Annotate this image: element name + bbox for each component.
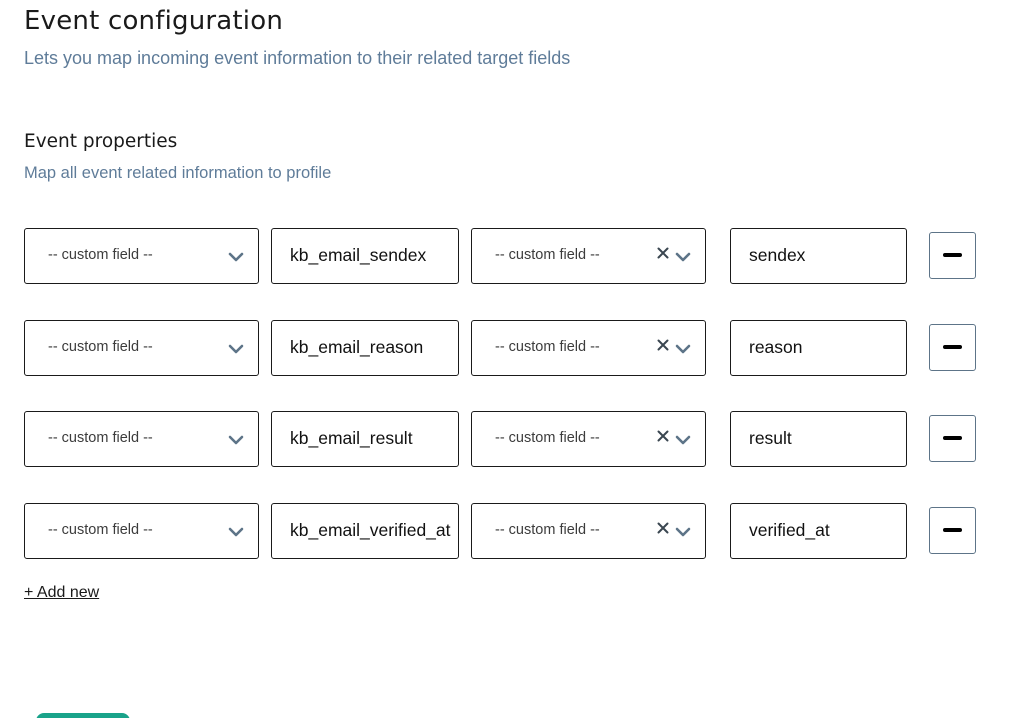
chevron-down-icon[interactable] bbox=[227, 248, 245, 266]
section-subtitle: Map all event related information to profile bbox=[24, 164, 332, 182]
target-field-select-value: -- custom field -- bbox=[495, 430, 600, 446]
close-icon[interactable] bbox=[656, 337, 670, 351]
remove-row-button[interactable] bbox=[929, 415, 976, 462]
target-field-select[interactable] bbox=[471, 320, 706, 376]
mapping-row bbox=[24, 411, 984, 467]
source-field-select[interactable] bbox=[24, 411, 259, 467]
remove-row-button[interactable] bbox=[929, 324, 976, 371]
target-key-input[interactable] bbox=[730, 320, 907, 376]
minus-icon bbox=[943, 253, 962, 257]
section-title: Event properties bbox=[24, 131, 178, 152]
chevron-down-icon[interactable] bbox=[227, 431, 245, 449]
source-key-input[interactable] bbox=[271, 320, 459, 376]
source-field-select[interactable] bbox=[24, 320, 259, 376]
add-new-link[interactable]: + Add new bbox=[24, 584, 100, 601]
minus-icon bbox=[943, 345, 962, 349]
source-key-input[interactable] bbox=[271, 228, 459, 284]
chevron-down-icon[interactable] bbox=[227, 523, 245, 541]
source-field-select-value: -- custom field -- bbox=[48, 247, 153, 263]
close-icon[interactable] bbox=[656, 520, 670, 534]
remove-row-button[interactable] bbox=[929, 507, 976, 554]
source-field-select-value: -- custom field -- bbox=[48, 339, 153, 355]
target-field-select-value: -- custom field -- bbox=[495, 339, 600, 355]
source-key-value: kb_email_reason bbox=[290, 337, 424, 357]
source-key-input[interactable] bbox=[271, 411, 459, 467]
mapping-row bbox=[24, 503, 984, 559]
target-key-value: verified_at bbox=[749, 520, 830, 540]
minus-icon bbox=[943, 436, 962, 440]
target-key-input[interactable] bbox=[730, 228, 907, 284]
remove-row-button[interactable] bbox=[929, 232, 976, 279]
target-key-value: result bbox=[749, 428, 792, 448]
target-field-select-value: -- custom field -- bbox=[495, 522, 600, 538]
target-field-select-value: -- custom field -- bbox=[495, 247, 600, 263]
target-key-input[interactable] bbox=[730, 503, 907, 559]
chevron-down-icon[interactable] bbox=[674, 340, 692, 358]
source-field-select-value: -- custom field -- bbox=[48, 430, 153, 446]
source-field-select[interactable] bbox=[24, 228, 259, 284]
mapping-row bbox=[24, 320, 984, 376]
source-field-select-value: -- custom field -- bbox=[48, 522, 153, 538]
save-button[interactable] bbox=[36, 713, 130, 718]
target-key-value: sendex bbox=[749, 245, 806, 265]
source-key-value: kb_email_result bbox=[290, 428, 413, 448]
source-key-input[interactable] bbox=[271, 503, 459, 559]
source-key-value: kb_email_verified_at bbox=[290, 520, 451, 540]
chevron-down-icon[interactable] bbox=[674, 431, 692, 449]
mapping-row bbox=[24, 228, 984, 284]
target-key-input[interactable] bbox=[730, 411, 907, 467]
close-icon[interactable] bbox=[656, 428, 670, 442]
target-key-value: reason bbox=[749, 337, 803, 357]
chevron-down-icon[interactable] bbox=[674, 523, 692, 541]
source-field-select[interactable] bbox=[24, 503, 259, 559]
target-field-select[interactable] bbox=[471, 503, 706, 559]
source-key-value: kb_email_sendex bbox=[290, 245, 427, 265]
close-icon[interactable] bbox=[656, 245, 670, 259]
target-field-select[interactable] bbox=[471, 228, 706, 284]
page-subtitle: Lets you map incoming event information to their related target fields bbox=[24, 48, 571, 68]
page-title: Event configuration bbox=[24, 6, 284, 36]
target-field-select[interactable] bbox=[471, 411, 706, 467]
minus-icon bbox=[943, 528, 962, 532]
chevron-down-icon[interactable] bbox=[674, 248, 692, 266]
chevron-down-icon[interactable] bbox=[227, 340, 245, 358]
